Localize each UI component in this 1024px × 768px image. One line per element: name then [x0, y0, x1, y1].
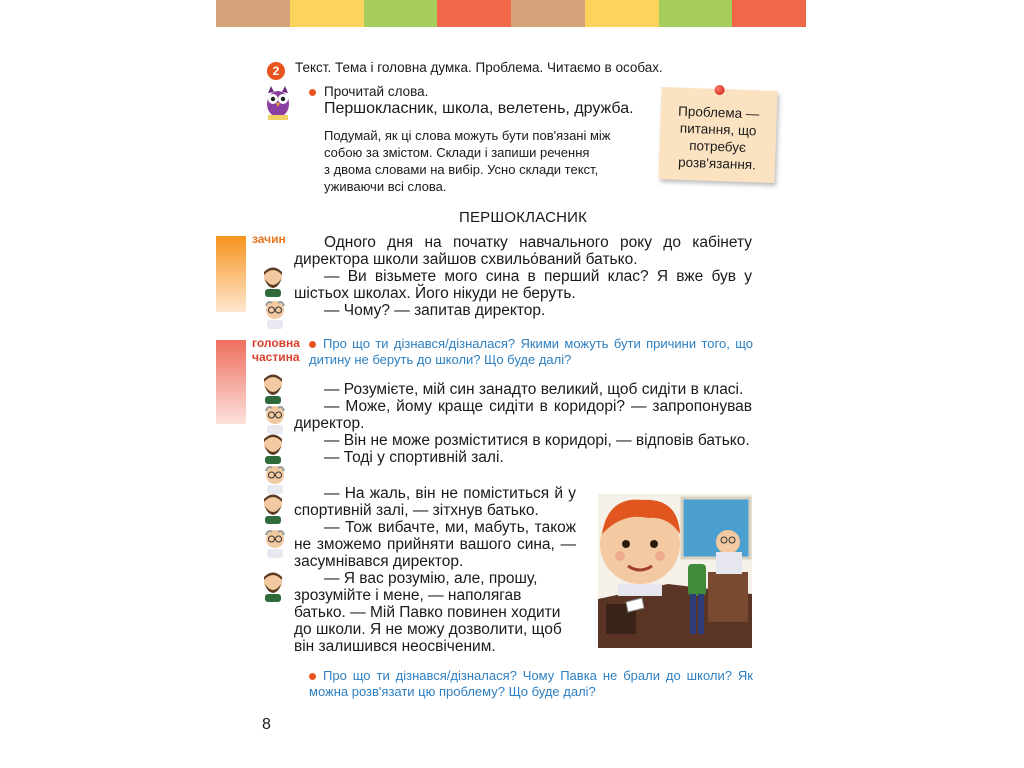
main-part-section-label [252, 336, 300, 364]
task-text [324, 127, 646, 195]
main-part-label-line: частина [252, 350, 300, 364]
story-paragraph: — Чому? — запитав директор. [324, 302, 546, 319]
director-icon [262, 526, 288, 558]
story-paragraph: — Тож вибачте, ми, мабуть, також не зможемо прийняти вашого сина, — засумнівався директор. [294, 519, 576, 570]
note-line: розв'язання. [677, 154, 757, 173]
story-paragraph: — На жаль, він не поміститься й у спортивній залі, — зітхнув батько. [294, 485, 576, 519]
task-line: з двома словами на вибір. Усно склади текст, [324, 162, 599, 177]
story-title: ПЕРШОКЛАСНИК [459, 209, 588, 226]
bullet-icon [309, 341, 316, 348]
story-intro [294, 234, 752, 319]
read-words-label: Прочитай слова. [324, 84, 429, 99]
top-color-strip [216, 0, 806, 27]
director-icon [262, 297, 288, 329]
story-paragraph: — Розумієте, мій син занадто великий, щоб сидіти в класі. [324, 381, 744, 398]
bullet-icon [309, 89, 316, 96]
color-strip-segment [585, 0, 659, 27]
question-1-text: Про що ти дізнався/дізналася? Якими можуть бути причини того, що дитину не беруть до школи? Що буде далі? [309, 336, 753, 367]
father-icon [260, 432, 286, 464]
task-line: собою за змістом. Склади і запиши речення [324, 145, 590, 160]
main-part-label-line: головна [252, 336, 300, 350]
story-paragraph: — Я вас розумію, але, прошу, зрозумійте і мене, — наполягав батько. — Мій Павко повинен ходити до школи. Я не можу дозволити, щоб він залишився неосвіченим. [294, 570, 562, 655]
story-paragraph: — Ви візьмете мого сина в перший клас? Я вже був у шістьох школах. Його нікуди не беруть. [294, 268, 752, 302]
director-icon [262, 402, 288, 434]
main-part-section-bar [216, 340, 246, 424]
story-main [294, 381, 752, 466]
color-strip-segment [290, 0, 364, 27]
pin-icon [714, 85, 724, 95]
beginning-section-bar [216, 236, 246, 312]
father-icon [260, 570, 286, 602]
story-paragraph: — Тоді у спортивній залі. [324, 449, 504, 466]
color-strip-segment [216, 0, 290, 27]
beginning-section-label: зачин [252, 232, 286, 246]
color-strip-segment [364, 0, 438, 27]
color-strip-segment [732, 0, 806, 27]
color-strip-segment [511, 0, 585, 27]
question-2 [309, 668, 753, 700]
note-line: питання, що [679, 120, 757, 139]
words-list: Першокласник, школа, велетень, дружба. [324, 100, 634, 117]
definition-sticky-note [658, 87, 777, 183]
task-line: Подумай, як ці слова можуть бути пов'язані між [324, 128, 611, 143]
note-line: потребує [689, 138, 747, 155]
father-icon [260, 265, 286, 297]
story-illustration [598, 494, 752, 648]
father-icon [260, 492, 286, 524]
note-text [672, 96, 764, 173]
father-icon [260, 372, 286, 404]
bullet-icon [309, 673, 316, 680]
exercise-title: Текст. Тема і головна думка. Проблема. Читаємо в особах. [295, 60, 663, 75]
task-line: уживаючи всі слова. [324, 179, 447, 194]
story-paragraph: — Він не може розміститися в коридорі, — відповів батько. [324, 432, 750, 449]
question-2-text: Про що ти дізнався/дізналася? Чому Павка не брали до школи? Як можна розв'язати цю проблему? Що буде далі? [309, 668, 753, 699]
color-strip-segment [659, 0, 733, 27]
story-narrow [294, 485, 576, 655]
question-1 [309, 336, 753, 368]
owl-icon [262, 84, 294, 122]
story-paragraph: — Може, йому краще сидіти в коридорі? — запропонував директор. [294, 398, 752, 432]
exercise-number-badge: 2 [267, 62, 285, 80]
color-strip-segment [437, 0, 511, 27]
note-line: Проблема — [677, 103, 760, 122]
story-paragraph: Одного дня на початку навчального року до кабінету директора школи зайшов схвильо́ваний батько. [294, 234, 752, 268]
read-words-instruction [309, 84, 428, 99]
director-icon [262, 462, 288, 494]
page-number: 8 [262, 716, 271, 733]
